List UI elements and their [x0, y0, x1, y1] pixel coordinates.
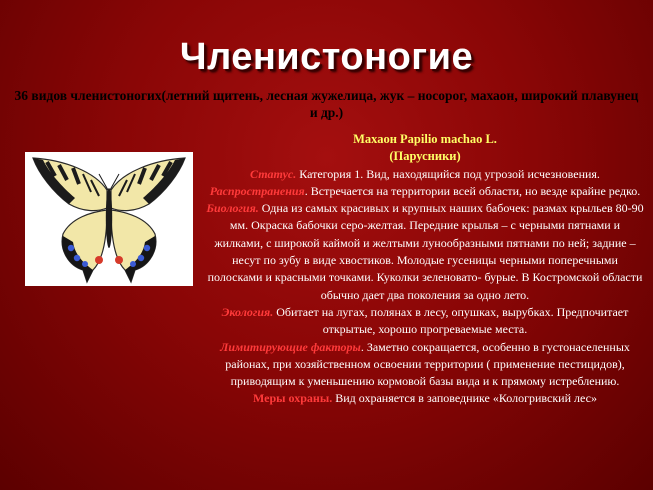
section-term: Распространения	[209, 183, 305, 198]
section-term: Лимитирующие факторы	[220, 339, 361, 354]
section-text: . Заметно сокращается, особенно в густонаселенных районах, при хозяйственном освоении территории ( применение пестицидов), приводящим к уменьшению кормовой базы вида и к прямому истреблению.	[225, 339, 630, 389]
section-term: Экология.	[221, 304, 274, 319]
species-description	[205, 131, 645, 408]
slide-title: Членистоногие	[179, 36, 474, 78]
slide-subtitle: 36 видов членистоногих(летний щитень, лесная жужелица, жук – носорог, махаон, широкий плавунец и др.)	[14, 88, 639, 120]
section-protection	[205, 390, 645, 407]
section-text: Категория 1. Вид, находящийся под угрозой исчезновения.	[296, 166, 600, 181]
section-text: Обитает на лугах, полянах в лесу, опушках, вырубках. Предпочитает открытые, хорошо прогреваемые места.	[273, 304, 629, 337]
swallowtail-butterfly-photo	[25, 152, 193, 286]
section-status	[205, 166, 645, 183]
section-text: Вид охраняется в заповеднике «Кологривский лес»	[332, 391, 597, 406]
butterfly-illustration	[25, 152, 193, 286]
section-text: Одна из самых красивых и крупных наших бабочек: размах крыльев 80-90 мм. Окраска бабочки серо-желтая. Передние крылья – с черными пятнами и жилками, с широкой каймой и желтыми лунообразными пятнами по ней; задние – несут по зубу в виде хвостиков. Молодые гусеницы черными поперечными полосками и красными точками. Куколки зеленовато- бурые. В Костромской области обычно дает два поколения за одно лето.	[207, 201, 644, 302]
section-limiting-factors	[205, 339, 645, 391]
species-name: Махаон Papilio machao L.	[353, 132, 497, 146]
section-term: Биология.	[206, 201, 259, 216]
section-biology	[205, 200, 645, 304]
species-family: (Парусники)	[389, 149, 461, 164]
section-ecology	[205, 304, 645, 339]
section-term: Статус.	[250, 166, 297, 181]
section-term: Меры охраны.	[253, 391, 333, 406]
section-distribution	[205, 183, 645, 200]
section-text: . Встречается на территории всей области, но везде крайне редко.	[304, 183, 641, 198]
